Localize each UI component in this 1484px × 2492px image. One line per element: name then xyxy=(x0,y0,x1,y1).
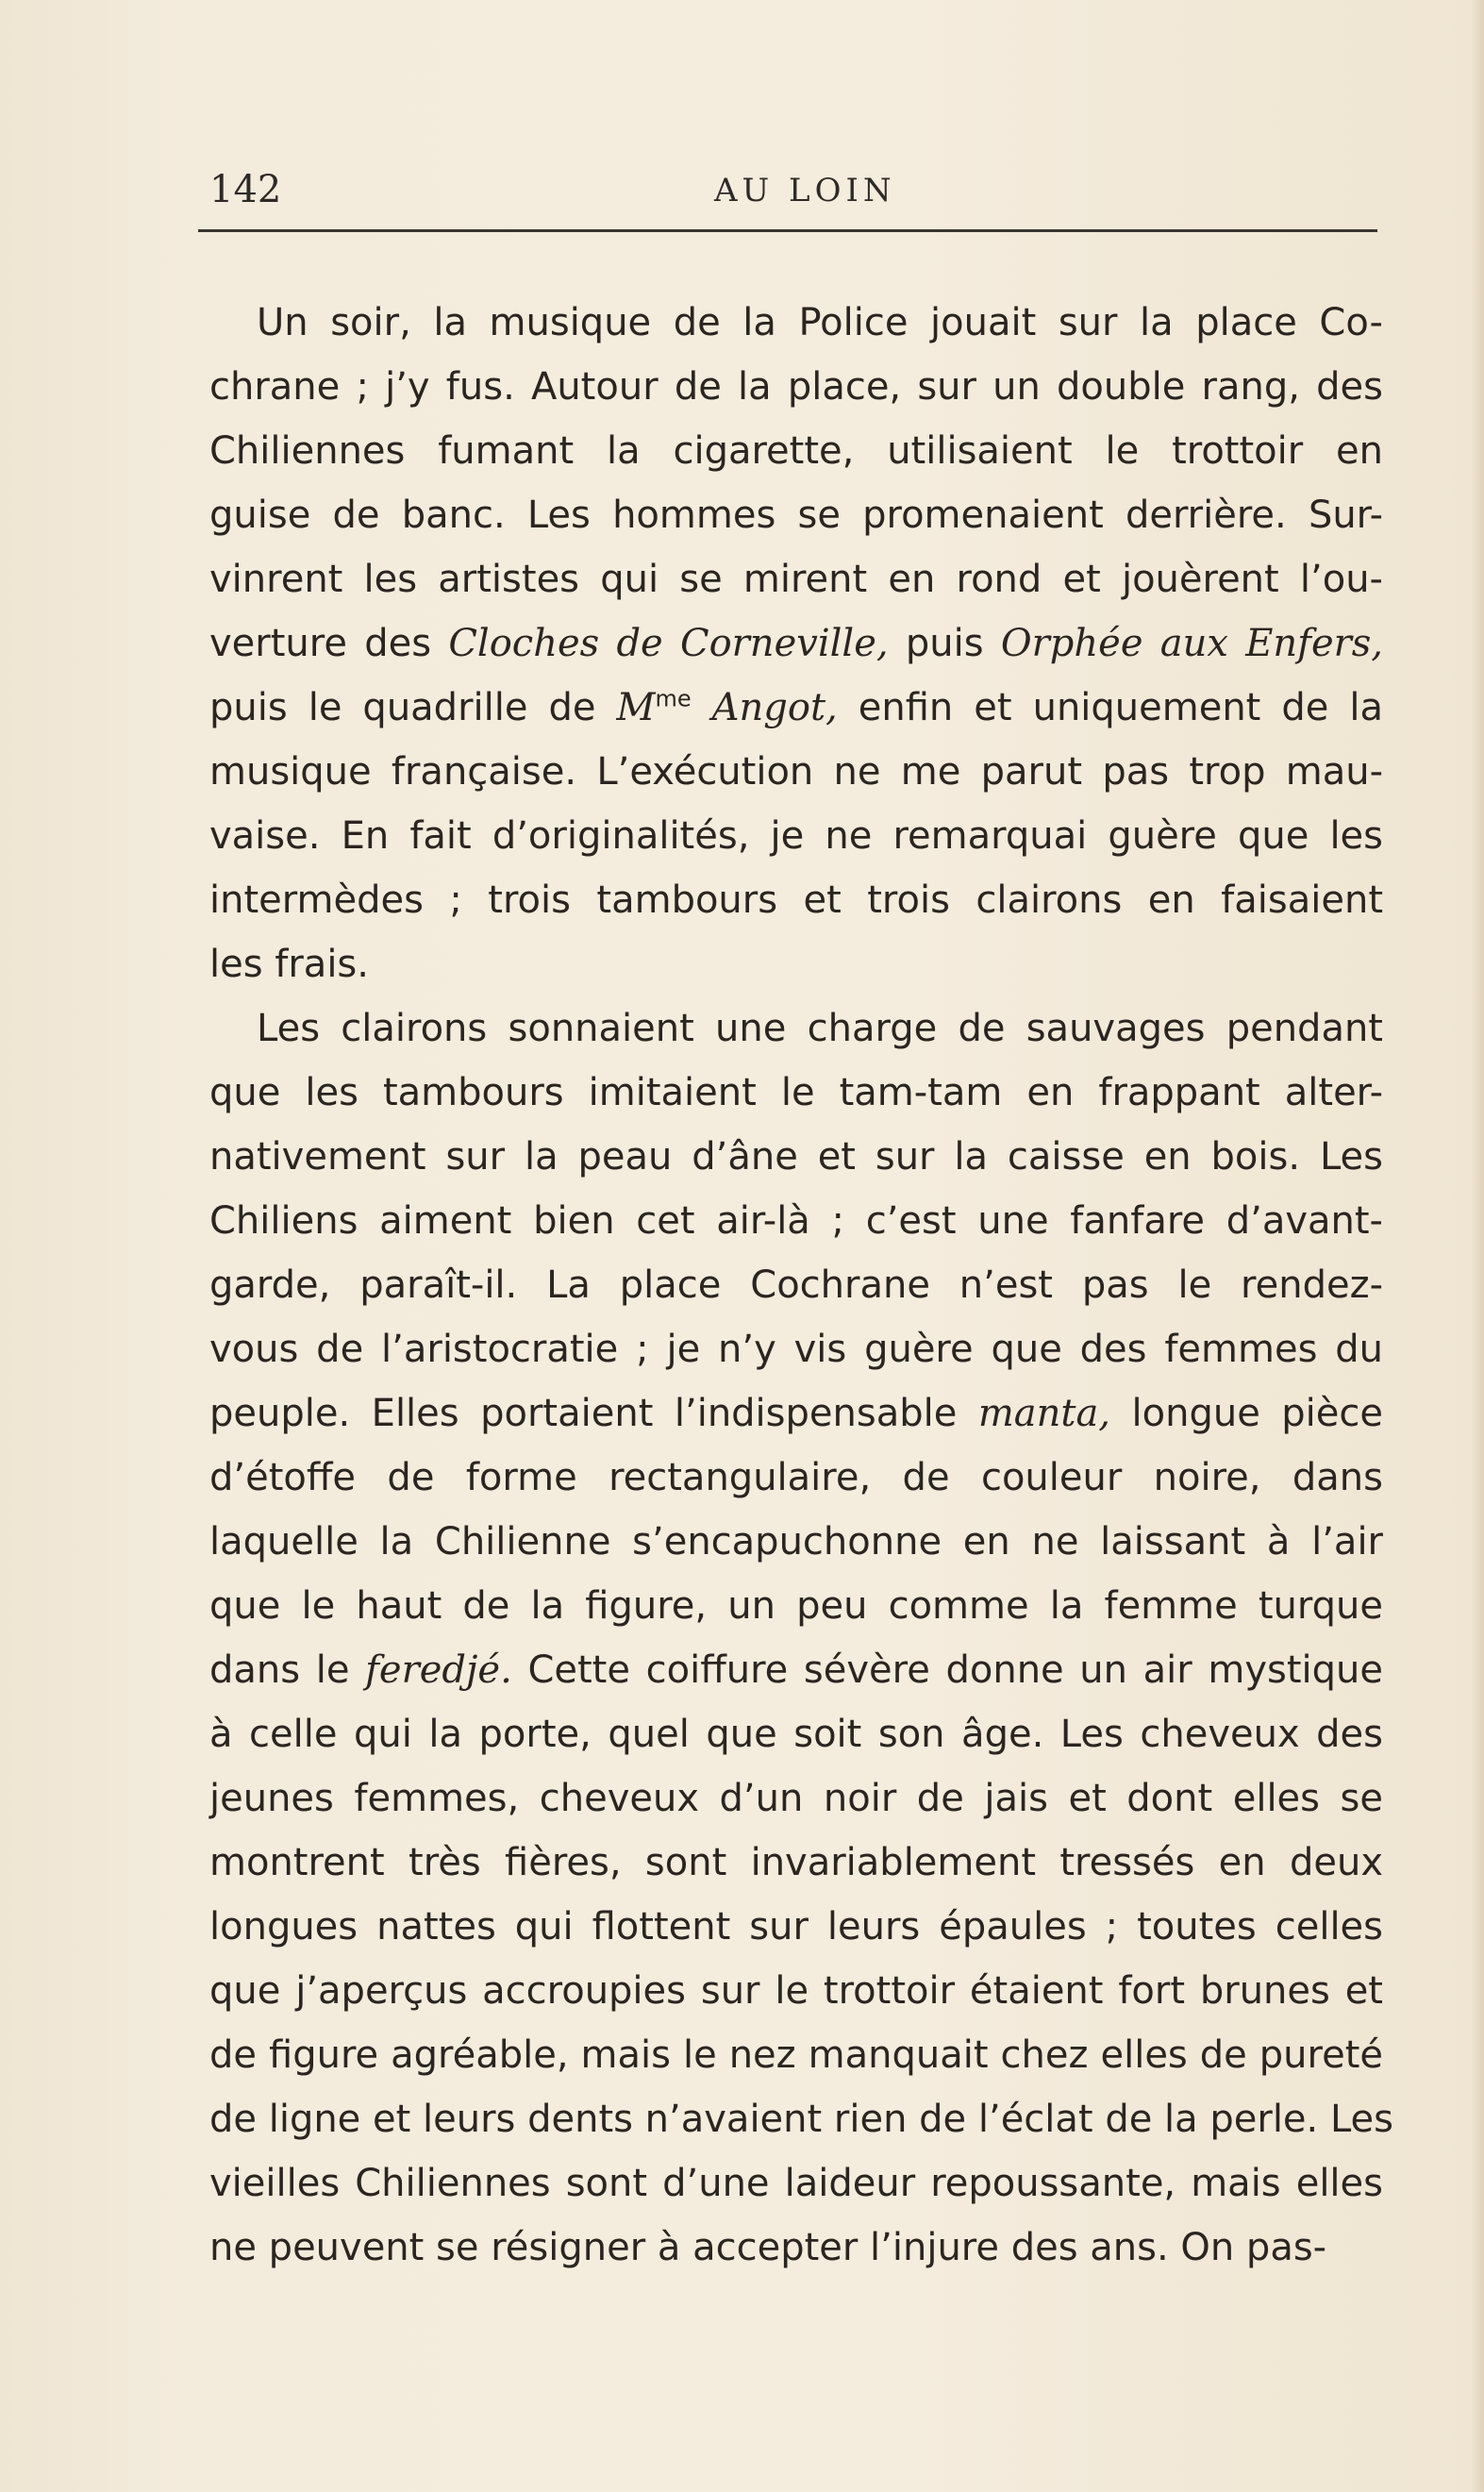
text-line xyxy=(209,2087,1393,2151)
text-line xyxy=(209,1510,1383,1574)
text-line xyxy=(209,2023,1383,2087)
text-line xyxy=(209,996,1383,1061)
text-line xyxy=(209,611,1383,676)
text-line xyxy=(209,1895,1383,1959)
text-run: vaise. En fait d’originalités, je ne remarquai guère que les xyxy=(209,814,1383,858)
text-line xyxy=(209,291,1383,355)
italic-text: feredjé. xyxy=(365,1648,512,1692)
text-line xyxy=(209,1638,1383,1702)
text-run: verture des xyxy=(209,622,449,665)
italic-text: Orphée aux Enfers, xyxy=(1000,622,1383,665)
text-line xyxy=(209,932,1383,996)
text-run: montrent très fières, sont invariablement tressés en deux xyxy=(209,1841,1383,1884)
text-run xyxy=(692,686,712,729)
paragraph xyxy=(209,996,1393,2280)
text-line xyxy=(209,868,1383,932)
text-run: de figure agréable, mais le nez manquait chez elles de pureté xyxy=(209,2033,1383,2077)
text-line xyxy=(209,1446,1383,1510)
text-run: guise de banc. Les hommes se promenaient derrière. Sur- xyxy=(209,493,1383,537)
italic-text: Angot, xyxy=(711,686,838,729)
text-run: longue pièce xyxy=(1110,1392,1384,1435)
text-line xyxy=(209,2216,1383,2280)
superscript: me xyxy=(655,685,692,712)
text-line xyxy=(209,676,1383,740)
text-run: peuple. Elles portaient l’indispensable xyxy=(209,1392,978,1435)
text-run: vinrent les artistes qui se mirent en rond et jouèrent l’ou- xyxy=(209,558,1383,601)
page-header xyxy=(209,168,1389,211)
text-run: dans le xyxy=(209,1648,366,1692)
text-run: Chiliens aiment bien cet air-là ; c’est une fanfare d’avant- xyxy=(209,1199,1383,1243)
text-line xyxy=(209,1959,1383,2023)
text-line xyxy=(209,2151,1383,2216)
text-run: longues nattes qui flottent sur leurs épaules ; toutes celles xyxy=(209,1905,1383,1948)
text-run: intermèdes ; trois tambours et trois clairons en faisaient xyxy=(209,878,1383,922)
header-rule xyxy=(198,229,1377,232)
text-run: Les clairons sonnaient une charge de sauvages pendant xyxy=(257,1007,1383,1050)
italic-text: Cloches de Corneville, xyxy=(448,622,889,665)
text-line xyxy=(209,547,1383,611)
page-number: 142 xyxy=(209,168,282,211)
text-line xyxy=(209,740,1383,804)
text-line xyxy=(209,1189,1383,1253)
text-line xyxy=(209,1125,1383,1189)
text-run: Cette coiffure sévère donne un air mystique xyxy=(511,1648,1383,1692)
text-run: enfin et uniquement de la xyxy=(837,686,1384,729)
text-run: les frais. xyxy=(209,943,369,986)
text-run: Chiliennes fumant la cigarette, utilisaient le trottoir en xyxy=(209,429,1383,473)
text-run: laquelle la Chilienne s’encapuchonne en ne laissant à l’air xyxy=(209,1520,1383,1564)
text-run: que les tambours imitaient le tam-tam en frappant alter- xyxy=(209,1071,1383,1114)
text-run: chrane ; j’y fus. Autour de la place, sur un double rang, des xyxy=(209,365,1383,409)
text-run: que le haut de la figure, un peu comme la femme turque xyxy=(209,1584,1383,1628)
body-text xyxy=(209,291,1393,2280)
text-line xyxy=(209,1702,1383,1766)
text-line xyxy=(209,483,1383,547)
text-run: nativement sur la peau d’âne et sur la caisse en bois. Les xyxy=(209,1135,1383,1179)
text-run: puis xyxy=(888,622,1001,665)
text-run: de ligne et leurs dents n’avaient rien de l’éclat de la perle. Les xyxy=(209,2098,1393,2141)
running-head: AU LOIN xyxy=(714,172,896,209)
text-line xyxy=(209,1253,1383,1317)
text-line xyxy=(209,1317,1383,1381)
text-run: jeunes femmes, cheveux d’un noir de jais et dont elles se xyxy=(209,1777,1383,1820)
text-line xyxy=(209,804,1383,868)
text-line xyxy=(209,1574,1383,1638)
italic-text: manta, xyxy=(977,1392,1111,1435)
text-line xyxy=(209,355,1383,419)
text-run: vous de l’aristocratie ; je n’y vis guère que des femmes du xyxy=(209,1328,1383,1371)
text-run: que j’aperçus accroupies sur le trottoir étaient fort brunes et xyxy=(209,1969,1383,2013)
text-line xyxy=(209,1381,1383,1446)
text-run: d’étoffe de forme rectangulaire, de couleur noire, dans xyxy=(209,1456,1383,1499)
text-run: puis le quadrille de xyxy=(209,686,617,729)
text-line xyxy=(209,1061,1383,1125)
text-line xyxy=(209,1831,1383,1895)
text-run: Un soir, la musique de la Police jouait sur la place Co- xyxy=(257,301,1383,344)
text-run: vieilles Chiliennes sont d’une laideur repoussante, mais elles xyxy=(209,2162,1383,2205)
page-edge-shadow xyxy=(1471,0,1484,2492)
text-run: à celle qui la porte, quel que soit son âge. Les cheveux des xyxy=(209,1713,1383,1756)
text-run: garde, paraît-il. La place Cochrane n’est pas le rendez- xyxy=(209,1263,1383,1307)
text-line xyxy=(209,419,1383,483)
italic-text: M xyxy=(616,686,656,729)
text-line xyxy=(209,1766,1383,1831)
text-run: ne peuvent se résigner à accepter l’injure des ans. On pas- xyxy=(209,2226,1327,2269)
paragraph xyxy=(209,291,1383,996)
text-run: musique française. L’exécution ne me parut pas trop mau- xyxy=(209,750,1383,794)
